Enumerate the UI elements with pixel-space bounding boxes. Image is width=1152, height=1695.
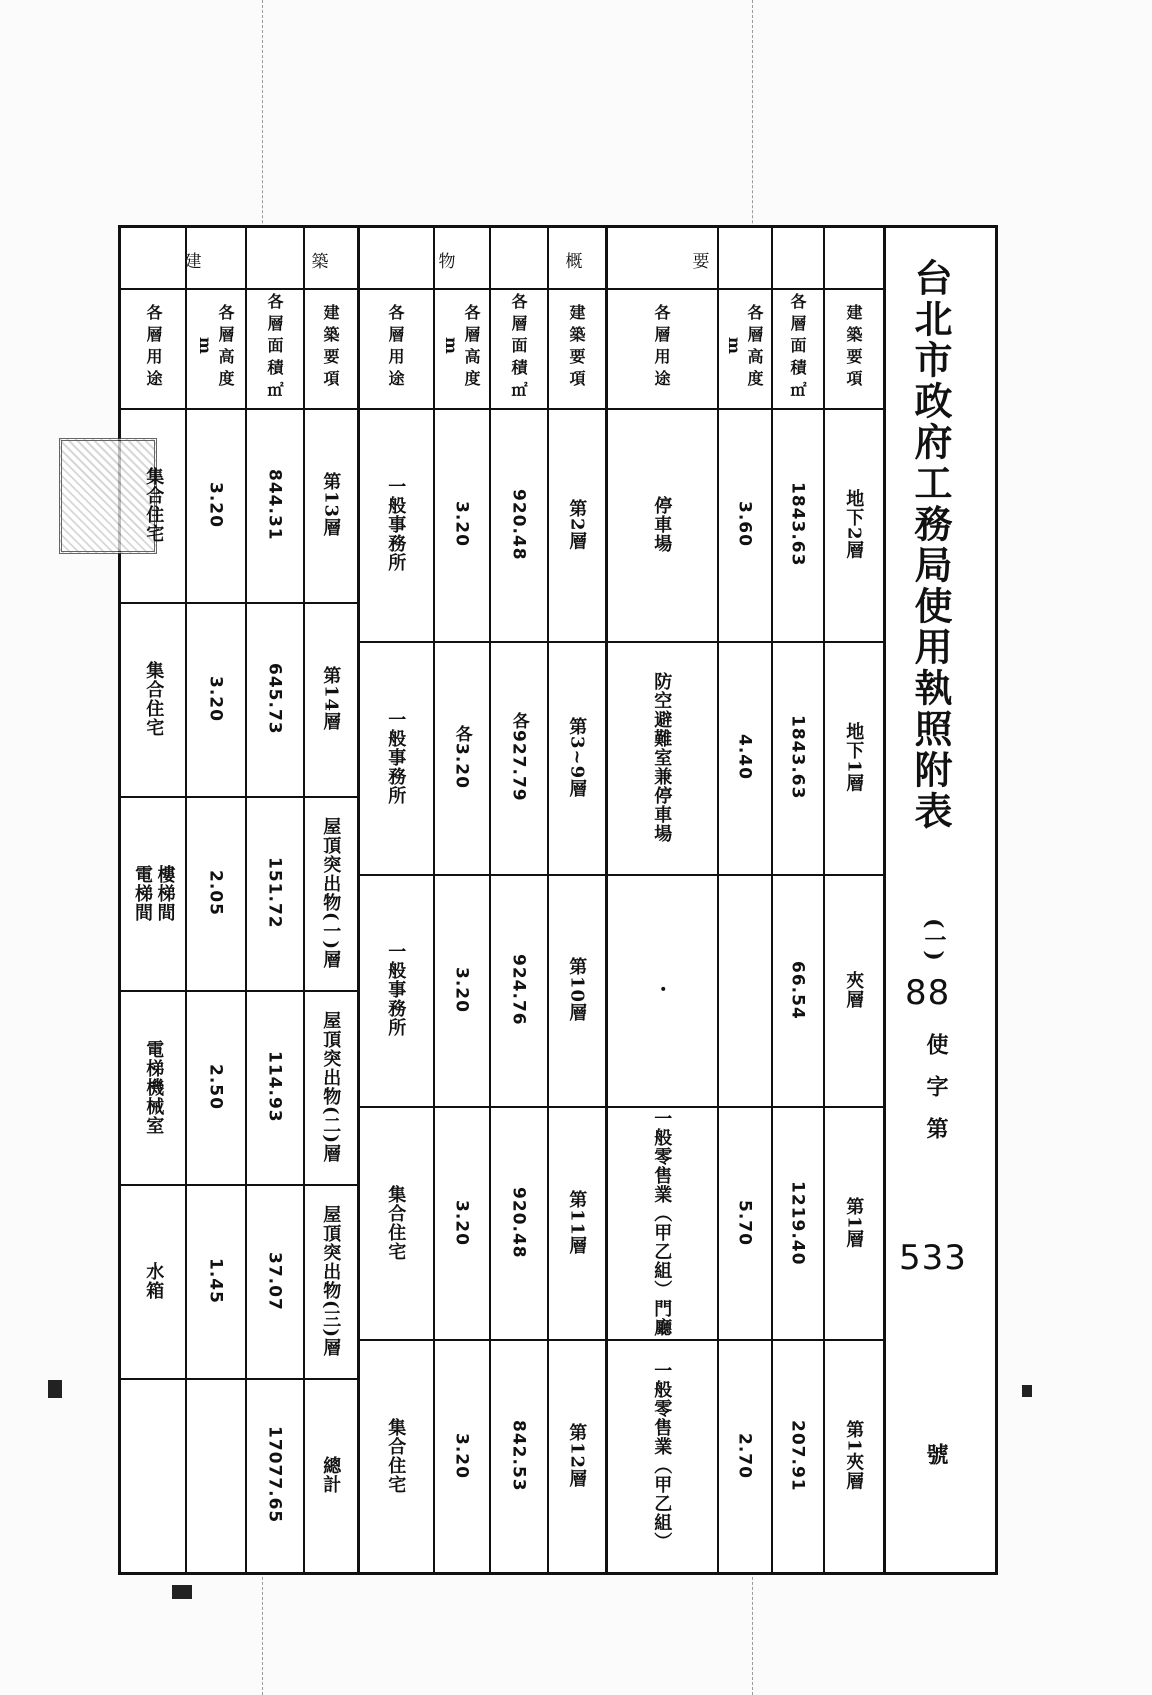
cell-item: 第1層 [843,1197,865,1249]
cell-item: 第3~9層 [566,716,588,798]
table-divider [547,641,605,643]
cell-usage: 水箱 [143,1262,165,1300]
cell-item: 第14層 [320,666,342,732]
table-divider [245,796,303,798]
cell-area: 842.53 [508,1419,529,1492]
table-divider [303,796,357,798]
table-divider [357,641,433,643]
scan-speck [172,1585,192,1599]
row-label-item: 建築要項 [321,304,340,392]
cell-area: 1843.63 [787,482,808,567]
table-divider [771,641,823,643]
cell-item: 屋頂突出物(二)層 [320,1010,342,1164]
table-divider [121,1184,185,1186]
table-divider [771,1106,823,1108]
cell-height: 4.40 [734,734,755,781]
table-divider [185,990,245,992]
cell-area: 114.93 [264,1051,285,1123]
cell-usage [121,1378,185,1572]
group-label-text: 建築物概要 [184,251,820,272]
table-divider [717,641,771,643]
table-divider [433,641,489,643]
table-divider [245,990,303,992]
cell-item: 地下2層 [843,489,865,560]
cell-area: 844.31 [264,469,285,541]
row-label-height: 各層高度 m [196,304,235,392]
cell-usage: 防空避難室兼停車場 [651,671,673,843]
cell-item: 屋頂突出物(三)層 [320,1204,342,1358]
table-divider [823,874,883,876]
table-divider [547,1339,605,1341]
cell-height: 2.70 [734,1432,755,1479]
table-divider [303,1378,357,1380]
table-divider [303,990,357,992]
cell-height: 2.05 [205,870,226,916]
cell-area: 207.91 [787,1419,808,1492]
table-divider [245,1378,303,1380]
cell-item: 地下1層 [843,721,865,793]
table-divider [357,1339,433,1341]
table-divider [121,1378,185,1380]
cell-height [717,874,771,1107]
row-label-usage: 各層用途 [386,304,405,392]
table-divider [185,1184,245,1186]
table-divider [303,602,357,604]
group-label [121,234,883,284]
cell-area: 各927.79 [508,712,529,802]
table-divider [823,1106,883,1108]
cell-item: 第1夾層 [843,1420,865,1491]
title-suffix: (一) [921,918,947,961]
table-divider [605,1106,717,1108]
cell-usage: 樓梯間 電梯間 [132,864,176,922]
cell-height: 3.20 [451,967,472,1013]
cell-area: 17077.65 [264,1426,285,1524]
cell-item: 第2層 [566,498,588,551]
cell-height: 3.20 [451,501,472,548]
scan-speck [48,1380,62,1398]
license-annex-table [118,225,998,1575]
scan-speck [1022,1385,1032,1397]
row-label-item: 建築要項 [567,304,586,392]
cell-height: 3.20 [451,1199,472,1246]
cell-height: 1.45 [205,1258,226,1304]
cell-area: 1219.40 [787,1180,808,1265]
cell-item: 夾層 [843,970,865,1009]
table-divider [185,602,245,604]
license-suffix: 號 [923,1443,949,1465]
table-divider [547,874,605,876]
cell-height: 3.20 [205,482,226,528]
table-divider [489,641,547,643]
table-divider [245,602,303,604]
table-divider [717,1339,771,1341]
cell-area: 920.48 [508,1186,529,1259]
table-divider [883,228,886,1572]
cell-height: 各3.20 [451,725,472,790]
cell-item: 第13層 [320,472,342,538]
row-label-area: 各層面積㎡ [509,293,528,403]
cell-usage: 一般事務所 [385,709,407,805]
table-divider [771,874,823,876]
cell-area: 924.76 [508,954,529,1026]
table-divider [185,796,245,798]
cell-item: 第12層 [566,1423,588,1489]
cell-usage: 集合住宅 [143,467,165,543]
table-divider [121,990,185,992]
cell-usage: 集合住宅 [143,661,165,737]
cell-item: 屋頂突出物(一)層 [320,816,342,970]
table-divider [121,602,185,604]
license-number: 533 [899,1238,967,1278]
table-divider [303,1184,357,1186]
table-divider [717,1106,771,1108]
table-divider [121,796,185,798]
table-divider [547,1106,605,1108]
cell-item: 第11層 [566,1190,588,1256]
table-divider [489,874,547,876]
table-divider [185,1378,245,1380]
cell-usage: 集合住宅 [385,1417,407,1494]
table-divider [433,874,489,876]
table-divider [717,874,771,876]
cell-area: 1843.63 [787,714,808,800]
cell-usage: 一般零售業（甲乙組） [651,1360,673,1551]
row-label-height: 各層高度 m [725,304,764,392]
table-divider [245,1184,303,1186]
row-label-area: 各層面積㎡ [265,293,284,403]
cell-height: 3.20 [451,1432,472,1479]
cell-usage: 電梯機械室 [143,1039,165,1135]
table-divider [433,1106,489,1108]
table-divider [357,874,433,876]
table-divider [605,874,717,876]
cell-usage: 停車場 [651,495,673,553]
row-label-height: 各層高度 m [442,304,481,392]
table-divider [823,641,883,643]
cell-area: 920.48 [508,488,529,561]
document-title: 台北市政府工務局使用執照附表 [908,258,953,832]
table-divider [489,1339,547,1341]
cell-usage: 一般零售業（甲乙組）門廳 [651,1108,673,1337]
cell-usage: ・ [651,980,673,1000]
cell-usage: 一般事務所 [385,476,407,572]
table-divider [823,1339,883,1341]
cell-area: 37.07 [264,1251,285,1311]
cell-height [185,1378,245,1572]
cell-area: 645.73 [264,663,285,735]
cell-item: 總計 [320,1456,342,1494]
license-prefix: 88 [905,973,951,1013]
cell-height: 5.70 [734,1199,755,1246]
row-label-usage: 各層用途 [144,304,163,392]
table-divider [605,1339,717,1341]
row-label-usage: 各層用途 [652,304,671,392]
table-divider [433,1339,489,1341]
cell-item: 第10層 [566,957,588,1023]
table-divider [771,1339,823,1341]
cell-usage: 集合住宅 [385,1184,407,1261]
table-divider [357,1106,433,1108]
table-divider [489,1106,547,1108]
cell-area: 151.72 [264,857,285,929]
cell-height: 3.20 [205,676,226,722]
cell-area: 66.54 [787,960,808,1020]
cell-usage: 一般事務所 [385,942,407,1038]
cell-height: 3.60 [734,501,755,548]
table-divider [605,641,717,643]
license-mid-label: 使字第 [923,1033,949,1159]
cell-height: 2.50 [205,1064,226,1110]
row-label-item: 建築要項 [844,304,863,392]
row-label-area: 各層面積㎡ [788,293,807,403]
